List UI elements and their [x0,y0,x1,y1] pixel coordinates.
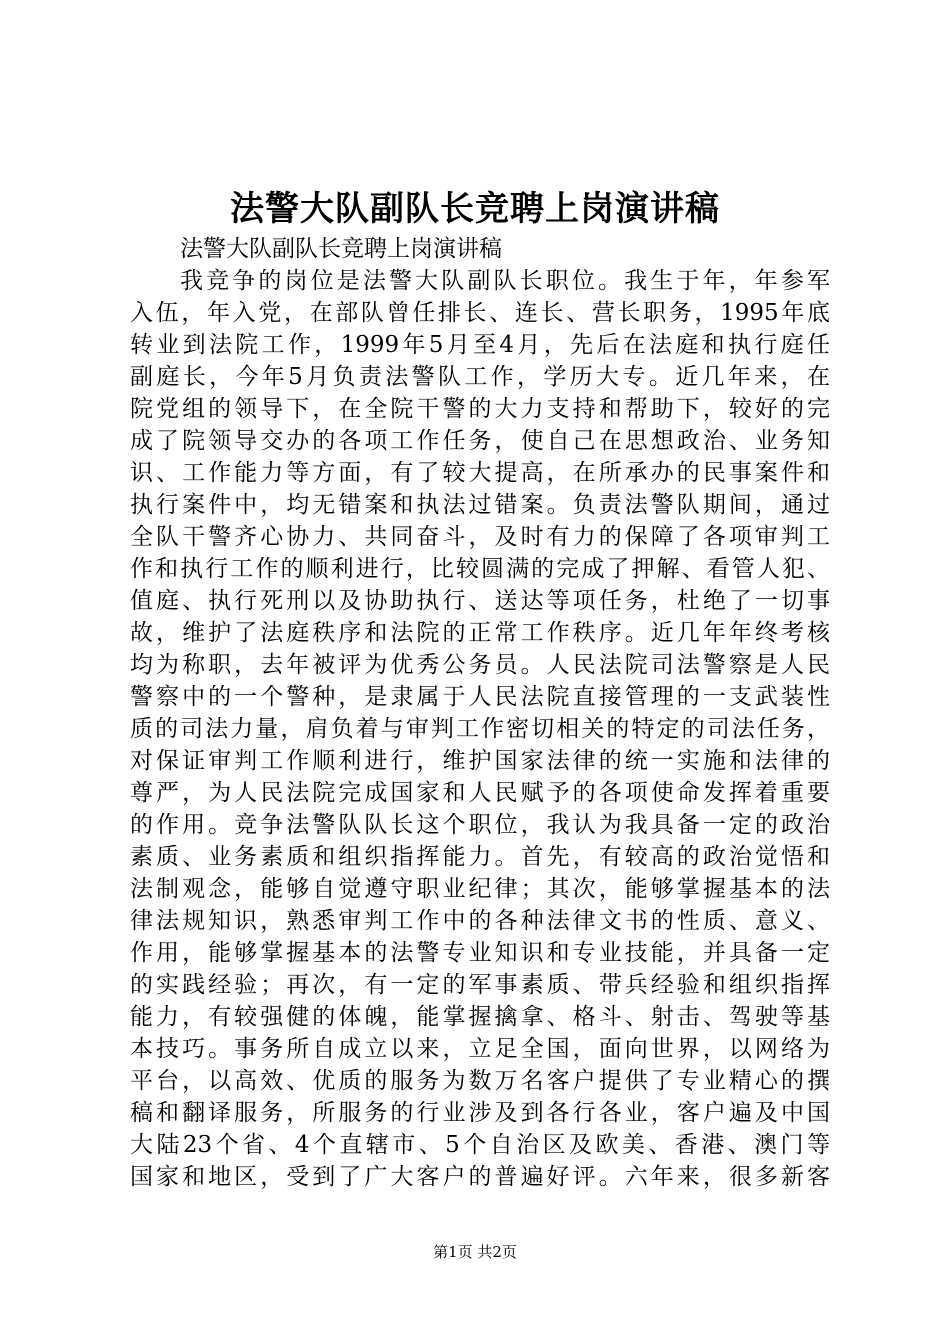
paragraph-line: 国家和地区，受到了广大客户的普遍好评。六年来，很多新客 [130,1164,830,1190]
paragraph-line: 故，维护了法庭秩序和法院的正常工作秩序。近几年年终考核 [130,620,830,646]
paragraph-line: 对保证审判工作顺利进行，维护国家法律的统一实施和法律的 [130,748,830,774]
paragraph-line: 全队干警齐心协力、共同奋斗，及时有力的保障了各项审判工 [130,524,830,550]
paragraph-line: 警察中的一个警种，是隶属于人民法院直接管理的一支武装性 [130,684,830,710]
paragraph-line: 的实践经验；再次，有一定的军事素质、带兵经验和组织指挥 [130,972,830,998]
paragraph-line: 转业到法院工作，1999年5月至4月，先后在法庭和执行庭任 [130,332,830,358]
paragraph-line: 平台，以高效、优质的服务为数万名客户提供了专业精心的撰 [130,1068,830,1094]
paragraph-line: 副庭长，今年5月负责法警队工作，学历大专。近几年来，在 [130,364,830,390]
paragraph-line: 均为称职，去年被评为优秀公务员。人民法院司法警察是人民 [130,652,830,678]
paragraph-line: 质的司法力量，肩负着与审判工作密切相关的特定的司法任务， [130,716,830,742]
paragraph-line: 入伍，年入党，在部队曾任排长、连长、营长职务，1995年底 [130,300,830,326]
paragraph-line: 大陆23个省、4个直辖市、5个自治区及欧美、香港、澳门等 [130,1132,830,1158]
paragraph-line: 尊严，为人民法院完成国家和人民赋予的各项使命发挥着重要 [130,780,830,806]
paragraph-line: 稿和翻译服务，所服务的行业涉及到各行各业，客户遍及中国 [130,1100,830,1126]
document-subtitle: 法警大队副队长竞聘上岗演讲稿 [180,236,502,262]
document-title: 法警大队副队长竞聘上岗演讲稿 [230,189,720,229]
page-footer: 第1页 共2页 [433,1243,517,1261]
paragraph-line: 作和执行工作的顺利进行，比较圆满的完成了押解、看管人犯、 [130,556,830,582]
paragraph-line: 的作用。竞争法警队队长这个职位，我认为我具备一定的政治 [130,812,830,838]
paragraph-line: 我竞争的岗位是法警大队副队长职位。我生于年，年参军 [180,268,830,294]
paragraph-line: 本技巧。事务所自成立以来，立足全国，面向世界，以网络为 [130,1036,830,1062]
paragraph-line: 值庭、执行死刑以及协助执行、送达等项任务，杜绝了一切事 [130,588,830,614]
paragraph-line: 能力，有较强健的体魄，能掌握擒拿、格斗、射击、驾驶等基 [130,1004,830,1030]
document-body [130,233,830,1193]
paragraph-line: 识、工作能力等方面，有了较大提高，在所承办的民事案件和 [130,460,830,486]
paragraph-line: 成了院领导交办的各项工作任务，使自己在思想政治、业务知 [130,428,830,454]
paragraph-line: 执行案件中，均无错案和执法过错案。负责法警队期间，通过 [130,492,830,518]
paragraph-line: 素质、业务素质和组织指挥能力。首先，有较高的政治觉悟和 [130,844,830,870]
paragraph-line: 作用，能够掌握基本的法警专业知识和专业技能，并具备一定 [130,940,830,966]
paragraph-line: 律法规知识，熟悉审判工作中的各种法律文书的性质、意义、 [130,908,830,934]
paragraph-line: 院党组的领导下，在全院干警的大力支持和帮助下，较好的完 [130,396,830,422]
paragraph-line: 法制观念，能够自觉遵守职业纪律；其次，能够掌握基本的法 [130,876,830,902]
